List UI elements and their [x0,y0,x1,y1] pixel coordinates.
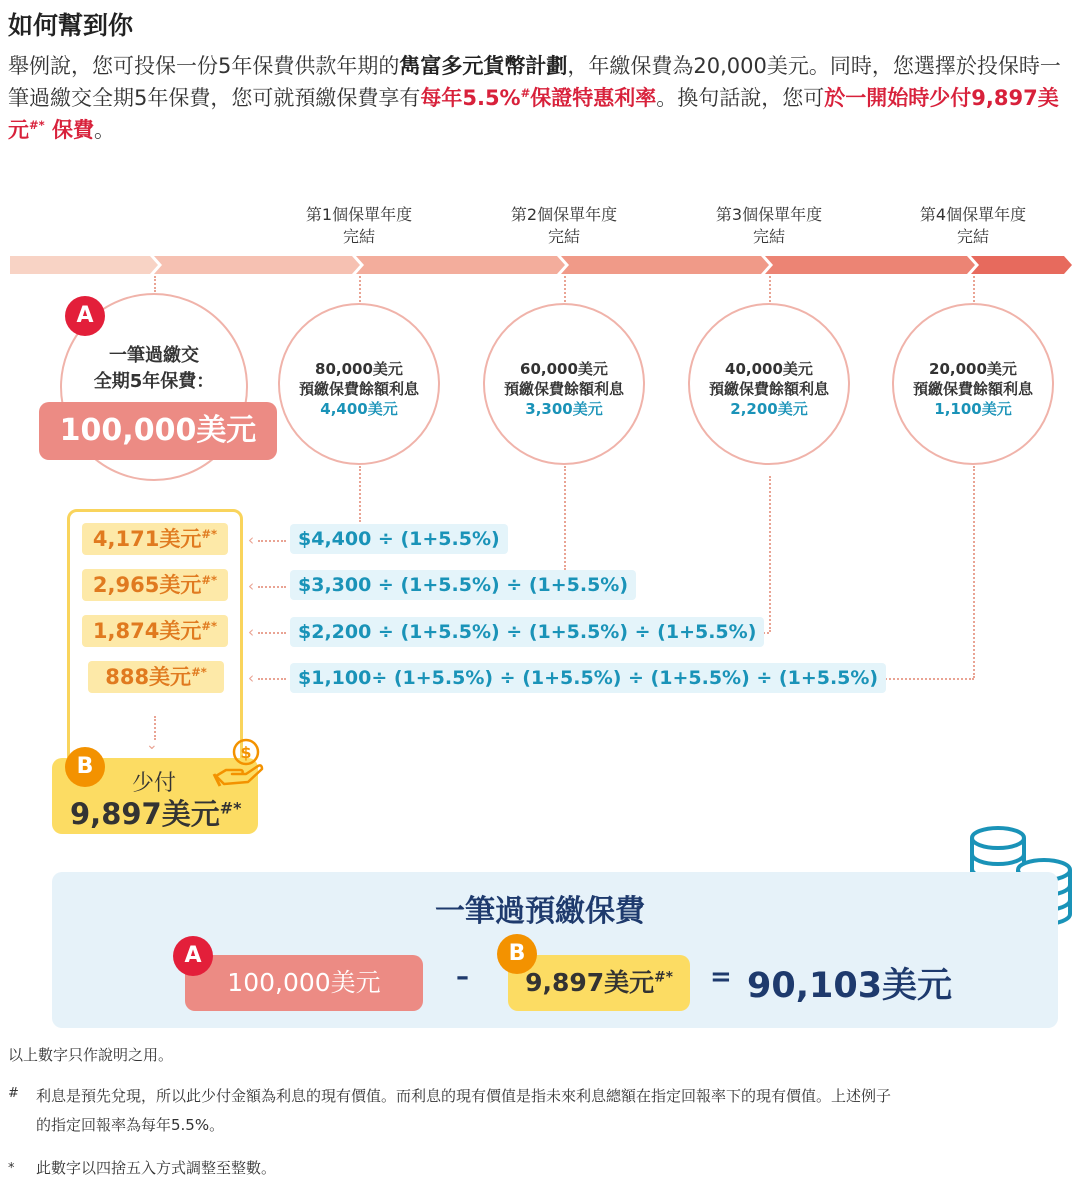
year-label-2-line2: 完結 [547,227,580,246]
saving-suffix: 保費 [44,118,95,142]
present-value-amount: 888美元 [105,665,192,689]
connector-line [564,276,566,302]
connector-line [359,276,361,302]
summary-amount-b-value: 9,897美元 [525,968,655,997]
badge-a: A [65,296,105,336]
star-footnote: 此數字以四捨五入方式調整至整數。 [36,1159,277,1177]
balance-label: 預繳保費餘額利息 [912,380,1033,398]
upfront-label-line1: 一筆過繳交 [109,345,199,366]
balance-amount: 20,000美元 [929,360,1017,378]
svg-text:$: $ [240,743,252,762]
balance-interest: 1,100美元 [934,400,1012,418]
year-label-3-line2: 完結 [752,227,785,246]
balance-interest: 3,300美元 [525,400,603,418]
year-label-3-line1: 第3個保單年度 [715,205,823,224]
connector-line [258,540,286,542]
rate-highlight [420,86,656,110]
connector-line [769,276,771,302]
footnote-mark: #* [191,665,207,679]
balance-amount: 80,000美元 [315,360,403,378]
footnote-mark: #* [654,969,673,986]
footnote-mark: #* [201,619,218,633]
summary-result: 90,103美元 [747,966,953,1006]
timeline-segment-5 [765,256,975,274]
rate-footnote-mark: # [520,86,531,100]
balance-interest: 2,200美元 [730,400,808,418]
timeline-segment-3 [356,256,565,274]
equals-sign: = [710,962,732,992]
saving-value: 於一開始時少付9,897美元 [8,86,1059,142]
summary-amount-b [508,955,690,1011]
illustration-note: 以上數字只作說明之用。 [8,1046,174,1064]
timeline-segment-6 [971,256,1072,274]
balance-label: 預繳保費餘額利息 [708,380,829,398]
hash-footnote-line2: 的指定回報率為每年5.5%。 [36,1116,225,1134]
year-label-2 [484,204,644,248]
hash-footnote-line1: 利息是預先兌現，所以此少付金額為利息的現有價值。而利息的現有價值是指未來利息總額在指定回報率下的現有價值。上述例子 [36,1087,892,1105]
year-label-3 [689,204,849,248]
arrow-left-icon: ‹ [248,577,254,595]
year-label-4-line1: 第4個保單年度 [919,205,1027,224]
upfront-amount: 100,000美元 [39,402,277,460]
timeline-segment-1 [10,256,158,274]
connector-line [973,466,975,678]
footnote-mark: #* [201,527,218,541]
summary-title: 一筆過預繳保費 [435,894,645,929]
present-value-4 [88,661,224,693]
balance-amount: 40,000美元 [725,360,813,378]
arrow-left-icon: ‹ [248,531,254,549]
intro-text-4: 。 [94,118,116,142]
intro-text-2: ，年繳保費為20,000美元。同時，您選擇於投保時一筆過繳交全期5年保費，您可就預繳保費享有 [8,54,1061,110]
footnote-mark: #* [201,573,218,587]
balance-amount: 60,000美元 [520,360,608,378]
intro-text-1: 舉例說，您可投保一份5年保費供款年期的 [8,54,400,78]
formula-2: $3,300 ÷ (1+5.5%) ÷ (1+5.5%) [290,570,636,600]
summary-amount-a: 100,000美元 [185,955,423,1011]
formula-4: $1,100÷ (1+5.5%) ÷ (1+5.5%) ÷ (1+5.5%) ÷ (1+5.5%) [290,663,886,693]
less-pay-value: 9,897美元 [70,797,220,831]
page-title: 如何幫到你 [8,11,134,40]
present-value-3 [82,615,228,647]
balance-circle-4 [892,303,1054,465]
balance-circle-3 [688,303,850,465]
connector-line [769,476,771,632]
connector-line [564,466,566,570]
year-label-1-line1: 第1個保單年度 [305,205,413,224]
arrow-down-icon: ⌄ [146,737,158,753]
connector-line [258,586,286,588]
timeline-segment-2 [154,256,360,274]
balance-circle-1 [278,303,440,465]
connector-line [258,632,286,634]
timeline-segment-4 [561,256,769,274]
year-label-2-line1: 第2個保單年度 [510,205,618,224]
balance-label: 預繳保費餘額利息 [298,380,419,398]
year-label-1 [279,204,439,248]
intro-paragraph [8,50,1074,146]
arrow-left-icon: ‹ [248,623,254,641]
upfront-label-line2: 全期5年保費： [93,371,215,392]
connector-line [154,276,156,292]
present-value-amount: 4,171美元 [92,527,202,551]
rate-value: 每年5.5% [420,86,521,110]
upfront-label [62,343,246,395]
hash-footnote-mark: # [8,1086,19,1101]
hand-coin-icon [210,736,266,788]
year-label-4 [893,204,1053,248]
balance-label: 預繳保費餘額利息 [503,380,624,398]
less-pay-label: 少付 [132,771,177,796]
arrow-left-icon: ‹ [248,669,254,687]
year-label-4-line2: 完結 [956,227,989,246]
formula-3: $2,200 ÷ (1+5.5%) ÷ (1+5.5%) ÷ (1+5.5%) [290,617,764,647]
summary-badge-b: B [497,934,537,974]
year-label-1-line2: 完結 [342,227,375,246]
present-value-2 [82,569,228,601]
balance-circle-2 [483,303,645,465]
badge-b: B [65,747,105,787]
present-value-1 [82,523,228,555]
saving-footnote-mark: #* [29,118,45,132]
connector-line [258,678,286,680]
formula-1: $4,400 ÷ (1+5.5%) [290,524,508,554]
summary-badge-a: A [173,936,213,976]
hash-footnote [36,1082,1066,1140]
rate-suffix: 保證特惠利率 [530,86,657,110]
less-pay-amount [70,792,241,833]
present-value-amount: 1,874美元 [92,619,202,643]
connector-line [973,276,975,302]
footnote-mark: #* [219,798,242,818]
minus-sign: – [456,962,469,992]
intro-text-3: 。換句話說，您可 [656,86,825,110]
balance-interest: 4,400美元 [320,400,398,418]
plan-name: 雋富多元貨幣計劃 [399,54,568,78]
star-footnote-mark: * [8,1161,15,1176]
present-value-amount: 2,965美元 [92,573,202,597]
connector-line [359,466,361,522]
